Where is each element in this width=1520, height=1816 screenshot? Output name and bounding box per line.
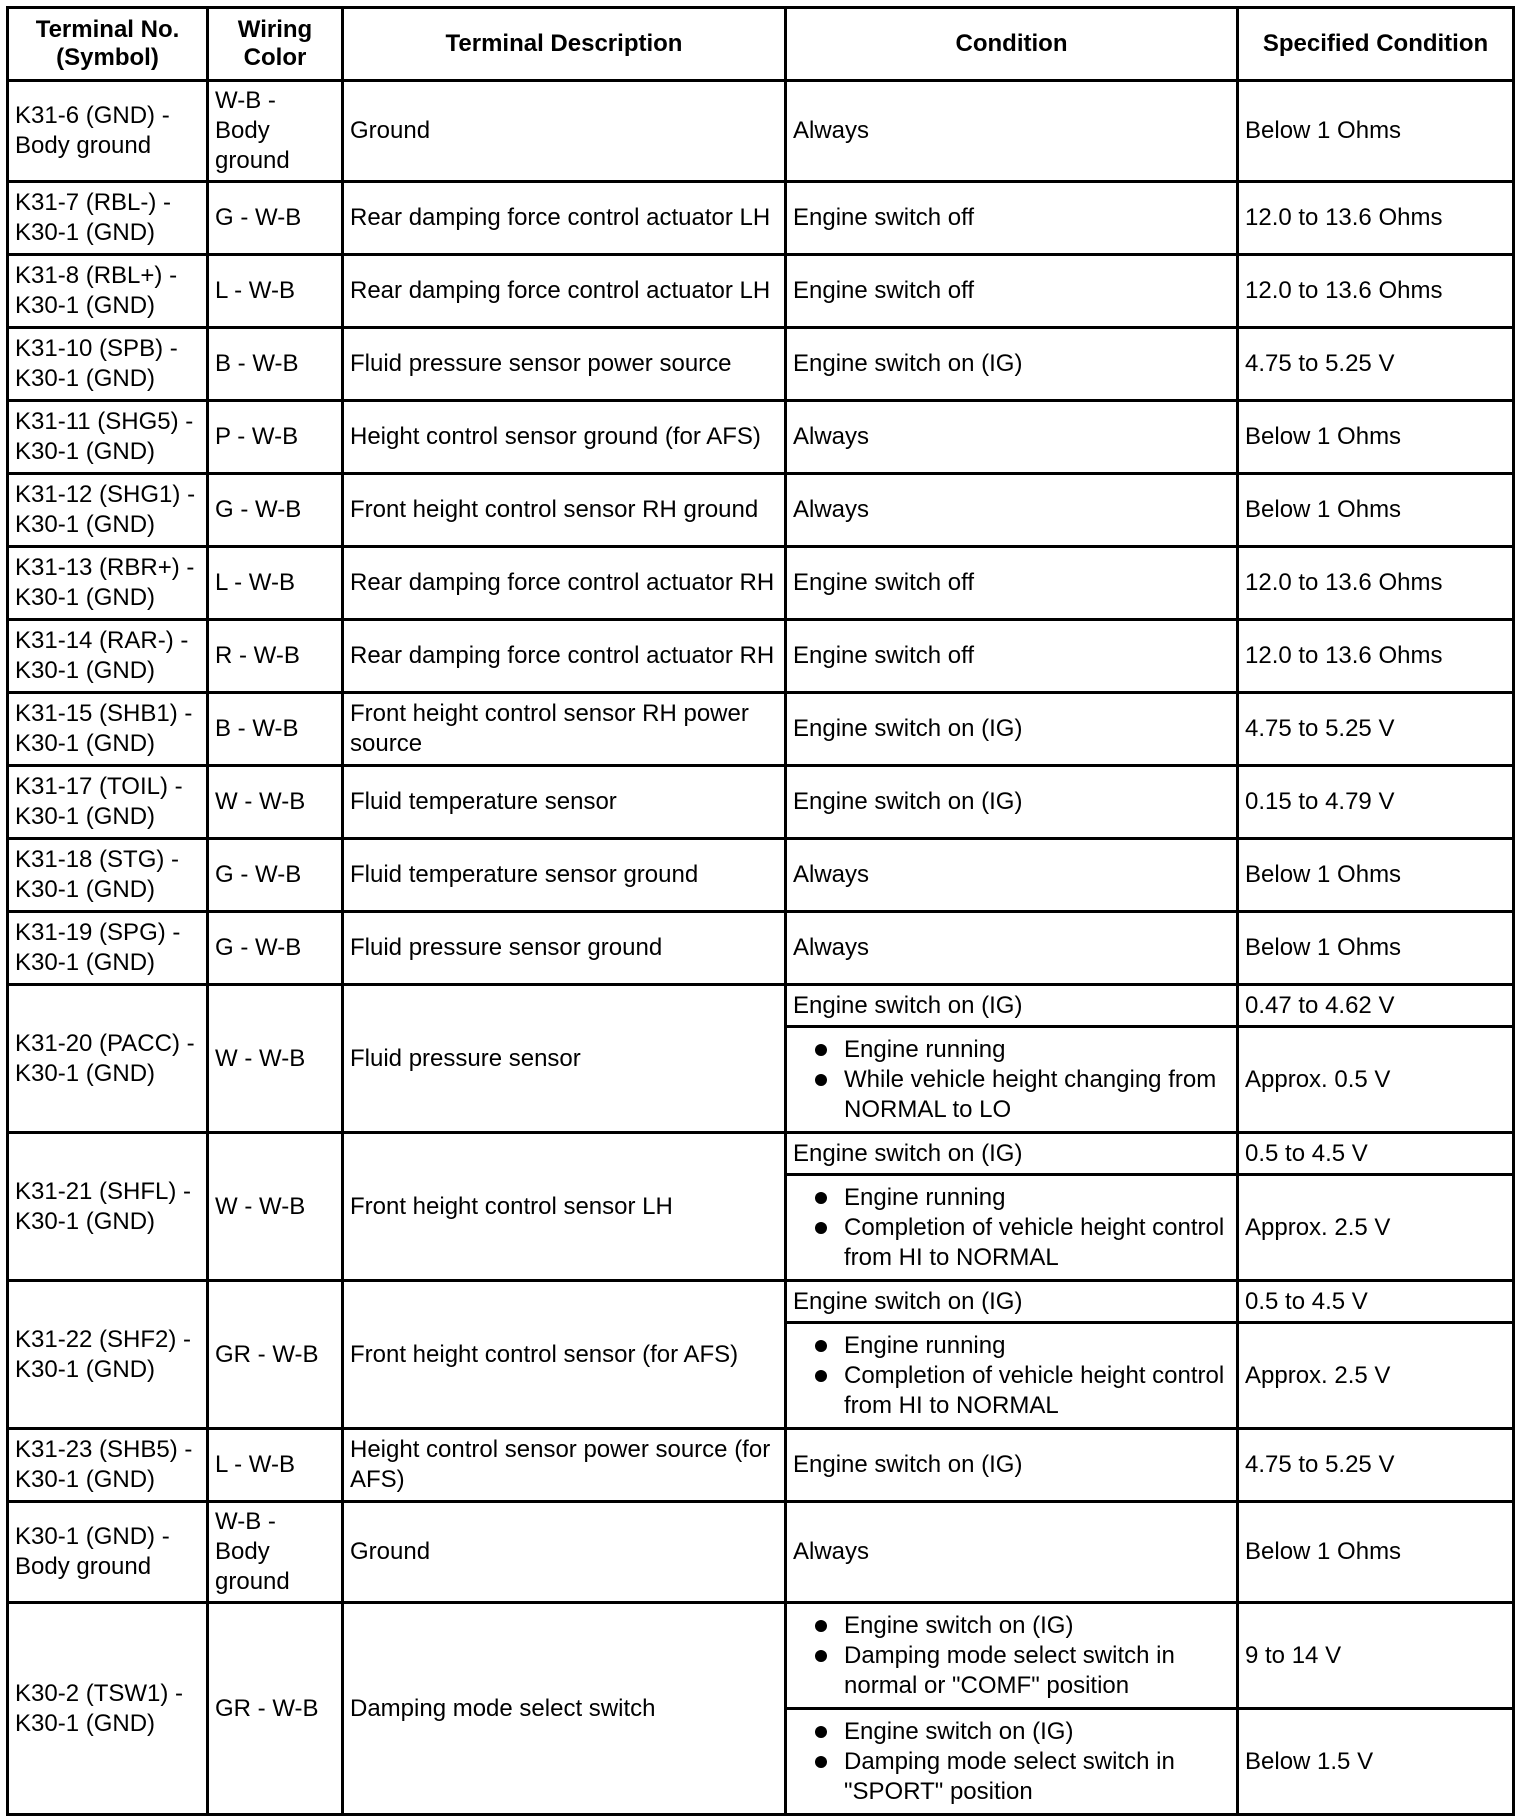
condition-cell: Always [786, 1502, 1238, 1603]
description-cell: Front height control sensor (for AFS) [343, 1281, 786, 1429]
wiring-color-cell: W-B - Body ground [208, 81, 343, 182]
condition-cell: Engine switch on (IG) [786, 328, 1238, 401]
description-cell: Ground [343, 1502, 786, 1603]
wiring-color-cell: G - W-B [208, 182, 343, 255]
condition-bullet-text: Engine running [844, 1035, 1006, 1063]
condition-cell: Engine switch off [786, 255, 1238, 328]
condition-bullet-text: While vehicle height changing from NORMAL to LO [844, 1065, 1217, 1123]
description-cell: Rear damping force control actuator LH [343, 182, 786, 255]
terminal-cell: K30-2 (TSW1) - K30-1 (GND) [8, 1603, 208, 1815]
table-row [8, 620, 1514, 693]
terminal-cell: K31-7 (RBL-) - K30-1 (GND) [8, 182, 208, 255]
table-row [8, 1281, 1514, 1323]
condition-bullet-item [811, 1035, 1230, 1065]
condition-cell: Engine switch on (IG) [786, 693, 1238, 766]
condition-cell: Always [786, 401, 1238, 474]
table-row [8, 985, 1514, 1027]
specified-condition-cell: Below 1 Ohms [1238, 1502, 1514, 1603]
wiring-color-cell: B - W-B [208, 693, 343, 766]
description-cell: Rear damping force control actuator RH [343, 620, 786, 693]
table-row [8, 766, 1514, 839]
condition-bullet-text: Engine switch on (IG) [844, 1611, 1074, 1639]
condition-bullet-text: Completion of vehicle height control from HI to NORMAL [844, 1361, 1225, 1419]
spec-table-container [6, 6, 1515, 1816]
terminal-cell: K31-14 (RAR-) - K30-1 (GND) [8, 620, 208, 693]
specified-condition-cell: 9 to 14 V [1238, 1603, 1514, 1709]
bullet-dot-icon [815, 1620, 827, 1632]
table-row [8, 328, 1514, 401]
wiring-color-cell: G - W-B [208, 474, 343, 547]
terminal-cell: K31-11 (SHG5) - K30-1 (GND) [8, 401, 208, 474]
terminal-cell: K31-6 (GND) - Body ground [8, 81, 208, 182]
specified-condition-cell: 0.5 to 4.5 V [1238, 1281, 1514, 1323]
terminal-cell: K30-1 (GND) - Body ground [8, 1502, 208, 1603]
condition-bullet-item [811, 1611, 1230, 1641]
specified-condition-cell: 12.0 to 13.6 Ohms [1238, 255, 1514, 328]
specified-condition-cell: Below 1 Ohms [1238, 474, 1514, 547]
table-row [8, 912, 1514, 985]
condition-bullet-list [793, 1183, 1230, 1273]
specified-condition-cell: 0.5 to 4.5 V [1238, 1133, 1514, 1175]
bullet-dot-icon [815, 1370, 827, 1382]
description-cell: Ground [343, 81, 786, 182]
bullet-dot-icon [815, 1074, 827, 1086]
header-condition: Condition [786, 8, 1238, 81]
wiring-color-cell: GR - W-B [208, 1603, 343, 1815]
bullet-dot-icon [815, 1650, 827, 1662]
wiring-color-cell: GR - W-B [208, 1281, 343, 1429]
specified-condition-cell: Approx. 0.5 V [1238, 1027, 1514, 1133]
terminal-spec-table [6, 6, 1515, 1816]
specified-condition-cell: Below 1 Ohms [1238, 839, 1514, 912]
description-cell: Fluid pressure sensor [343, 985, 786, 1133]
condition-cell: Engine switch off [786, 620, 1238, 693]
specified-condition-cell: 0.47 to 4.62 V [1238, 985, 1514, 1027]
description-cell: Fluid temperature sensor ground [343, 839, 786, 912]
condition-cell [786, 1709, 1238, 1815]
table-row [8, 255, 1514, 328]
condition-cell: Engine switch on (IG) [786, 1281, 1238, 1323]
condition-bullet-text: Damping mode select switch in normal or "COMF" position [844, 1641, 1175, 1699]
table-row [8, 1133, 1514, 1175]
wiring-color-cell: P - W-B [208, 401, 343, 474]
header-specified-condition: Specified Condition [1238, 8, 1514, 81]
condition-bullet-text: Engine running [844, 1331, 1006, 1359]
condition-bullet-item [811, 1183, 1230, 1213]
condition-bullet-item [811, 1213, 1230, 1273]
condition-cell: Engine switch off [786, 547, 1238, 620]
table-body [8, 81, 1514, 1815]
specified-condition-cell: 4.75 to 5.25 V [1238, 1429, 1514, 1502]
specified-condition-cell: 4.75 to 5.25 V [1238, 693, 1514, 766]
condition-bullet-list [793, 1717, 1230, 1807]
table-row [8, 839, 1514, 912]
condition-bullet-item [811, 1361, 1230, 1421]
description-cell: Fluid temperature sensor [343, 766, 786, 839]
description-cell: Height control sensor power source (for AFS) [343, 1429, 786, 1502]
specified-condition-cell: Below 1.5 V [1238, 1709, 1514, 1815]
wiring-color-cell: W - W-B [208, 766, 343, 839]
condition-bullet-item [811, 1065, 1230, 1125]
table-row [8, 182, 1514, 255]
specified-condition-cell: Approx. 2.5 V [1238, 1323, 1514, 1429]
condition-cell [786, 1603, 1238, 1709]
terminal-cell: K31-19 (SPG) - K30-1 (GND) [8, 912, 208, 985]
terminal-cell: K31-20 (PACC) - K30-1 (GND) [8, 985, 208, 1133]
condition-bullet-item [811, 1641, 1230, 1701]
wiring-color-cell: L - W-B [208, 547, 343, 620]
wiring-color-cell: G - W-B [208, 912, 343, 985]
terminal-cell: K31-17 (TOIL) - K30-1 (GND) [8, 766, 208, 839]
condition-cell [786, 1027, 1238, 1133]
wiring-color-cell: W - W-B [208, 985, 343, 1133]
condition-cell [786, 1323, 1238, 1429]
terminal-cell: K31-10 (SPB) - K30-1 (GND) [8, 328, 208, 401]
terminal-cell: K31-22 (SHF2) - K30-1 (GND) [8, 1281, 208, 1429]
description-cell: Damping mode select switch [343, 1603, 786, 1815]
wiring-color-cell: L - W-B [208, 1429, 343, 1502]
condition-bullet-item [811, 1717, 1230, 1747]
wiring-color-cell: W-B - Body ground [208, 1502, 343, 1603]
header-row [8, 8, 1514, 81]
specified-condition-cell: 0.15 to 4.79 V [1238, 766, 1514, 839]
header-terminal-description: Terminal Description [343, 8, 786, 81]
bullet-dot-icon [815, 1726, 827, 1738]
description-cell: Rear damping force control actuator RH [343, 547, 786, 620]
bullet-dot-icon [815, 1340, 827, 1352]
condition-bullet-list [793, 1035, 1230, 1125]
header-wiring-color: Wiring Color [208, 8, 343, 81]
condition-cell: Engine switch on (IG) [786, 1133, 1238, 1175]
wiring-color-cell: B - W-B [208, 328, 343, 401]
condition-bullet-text: Damping mode select switch in "SPORT" position [844, 1747, 1175, 1805]
specified-condition-cell: Approx. 2.5 V [1238, 1175, 1514, 1281]
condition-bullet-text: Completion of vehicle height control from HI to NORMAL [844, 1213, 1225, 1271]
table-row [8, 1603, 1514, 1709]
wiring-color-cell: R - W-B [208, 620, 343, 693]
specified-condition-cell: 12.0 to 13.6 Ohms [1238, 620, 1514, 693]
table-row [8, 693, 1514, 766]
table-row [8, 547, 1514, 620]
specified-condition-cell: Below 1 Ohms [1238, 401, 1514, 474]
description-cell: Rear damping force control actuator LH [343, 255, 786, 328]
description-cell: Front height control sensor RH ground [343, 474, 786, 547]
bullet-dot-icon [815, 1222, 827, 1234]
terminal-cell: K31-8 (RBL+) - K30-1 (GND) [8, 255, 208, 328]
condition-cell: Always [786, 474, 1238, 547]
condition-cell: Engine switch on (IG) [786, 985, 1238, 1027]
description-cell: Height control sensor ground (for AFS) [343, 401, 786, 474]
description-cell: Front height control sensor LH [343, 1133, 786, 1281]
condition-bullet-list [793, 1331, 1230, 1421]
table-row [8, 474, 1514, 547]
table-row [8, 81, 1514, 182]
condition-cell: Engine switch off [786, 182, 1238, 255]
header-terminal: Terminal No. (Symbol) [8, 8, 208, 81]
condition-bullet-list [793, 1611, 1230, 1701]
specified-condition-cell: 12.0 to 13.6 Ohms [1238, 547, 1514, 620]
condition-cell: Always [786, 912, 1238, 985]
terminal-cell: K31-23 (SHB5) - K30-1 (GND) [8, 1429, 208, 1502]
wiring-color-cell: L - W-B [208, 255, 343, 328]
specified-condition-cell: 12.0 to 13.6 Ohms [1238, 182, 1514, 255]
table-row [8, 401, 1514, 474]
wiring-color-cell: W - W-B [208, 1133, 343, 1281]
bullet-dot-icon [815, 1044, 827, 1056]
table-row [8, 1502, 1514, 1603]
wiring-color-cell: G - W-B [208, 839, 343, 912]
table-row [8, 1429, 1514, 1502]
condition-bullet-text: Engine switch on (IG) [844, 1717, 1074, 1745]
description-cell: Fluid pressure sensor ground [343, 912, 786, 985]
description-cell: Fluid pressure sensor power source [343, 328, 786, 401]
specified-condition-cell: Below 1 Ohms [1238, 912, 1514, 985]
bullet-dot-icon [815, 1192, 827, 1204]
terminal-cell: K31-18 (STG) - K30-1 (GND) [8, 839, 208, 912]
condition-cell [786, 1175, 1238, 1281]
condition-bullet-item [811, 1331, 1230, 1361]
condition-cell: Engine switch on (IG) [786, 1429, 1238, 1502]
terminal-cell: K31-21 (SHFL) - K30-1 (GND) [8, 1133, 208, 1281]
condition-bullet-item [811, 1747, 1230, 1807]
terminal-cell: K31-15 (SHB1) - K30-1 (GND) [8, 693, 208, 766]
condition-bullet-text: Engine running [844, 1183, 1006, 1211]
bullet-dot-icon [815, 1756, 827, 1768]
description-cell: Front height control sensor RH power source [343, 693, 786, 766]
terminal-cell: K31-12 (SHG1) - K30-1 (GND) [8, 474, 208, 547]
terminal-cell: K31-13 (RBR+) - K30-1 (GND) [8, 547, 208, 620]
specified-condition-cell: Below 1 Ohms [1238, 81, 1514, 182]
condition-cell: Engine switch on (IG) [786, 766, 1238, 839]
condition-cell: Always [786, 839, 1238, 912]
condition-cell: Always [786, 81, 1238, 182]
specified-condition-cell: 4.75 to 5.25 V [1238, 328, 1514, 401]
